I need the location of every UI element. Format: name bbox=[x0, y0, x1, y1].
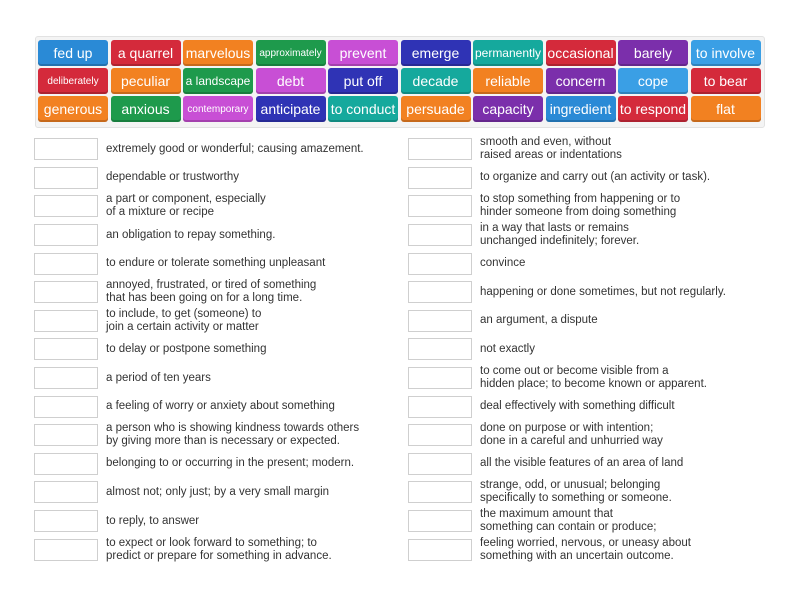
answer-drop-slot[interactable] bbox=[34, 424, 98, 446]
answer-drop-slot[interactable] bbox=[408, 396, 472, 418]
word-tile[interactable]: deliberately bbox=[38, 68, 108, 94]
word-tile[interactable]: anticipate bbox=[256, 96, 326, 122]
definition-text: to include, to get (someone) to join a certain activity or matter bbox=[106, 307, 262, 333]
definition-text: extremely good or wonderful; causing amazement. bbox=[106, 142, 364, 155]
answer-drop-slot[interactable] bbox=[408, 453, 472, 475]
definition-row bbox=[34, 192, 394, 221]
answer-drop-slot[interactable] bbox=[34, 539, 98, 561]
definition-row bbox=[408, 507, 768, 536]
definition-text: dependable or trustworthy bbox=[106, 171, 239, 184]
word-tile[interactable]: marvelous bbox=[183, 40, 253, 66]
definition-row bbox=[408, 478, 768, 507]
definitions-right-column bbox=[408, 135, 768, 564]
definition-text: a feeling of worry or anxiety about something bbox=[106, 400, 335, 413]
word-tile[interactable]: reliable bbox=[473, 68, 543, 94]
definition-row bbox=[34, 535, 394, 564]
word-tile[interactable]: approximately bbox=[256, 40, 326, 66]
word-bank-grid bbox=[38, 40, 761, 122]
definition-row bbox=[408, 421, 768, 450]
definition-text: smooth and even, without raised areas or indentations bbox=[480, 136, 622, 162]
definition-text: to stop something from happening or to hinder someone from doing something bbox=[480, 193, 681, 219]
word-tile[interactable]: to bear bbox=[691, 68, 761, 94]
word-tile[interactable]: to involve bbox=[691, 40, 761, 66]
definition-row bbox=[34, 507, 394, 536]
definition-row bbox=[408, 392, 768, 421]
definition-text: done on purpose or with intention; done in a careful and unhurried way bbox=[480, 422, 663, 448]
definition-row bbox=[408, 135, 768, 164]
word-tile[interactable]: capacity bbox=[473, 96, 543, 122]
definition-text: deal effectively with something difficult bbox=[480, 400, 675, 413]
definition-row bbox=[34, 392, 394, 421]
definition-text: a person who is showing kindness towards others by giving more than is necessary or expected. bbox=[106, 422, 360, 448]
definition-text: a part or component, especially of a mixture or recipe bbox=[106, 193, 266, 219]
definition-row bbox=[408, 307, 768, 336]
definition-text: to endure or tolerate something unpleasant bbox=[106, 257, 326, 270]
word-tile[interactable]: ingredient bbox=[546, 96, 616, 122]
definition-row bbox=[408, 450, 768, 479]
word-tile[interactable]: a quarrel bbox=[111, 40, 181, 66]
definition-row bbox=[34, 164, 394, 193]
definition-text: not exactly bbox=[480, 342, 535, 355]
word-tile[interactable]: generous bbox=[38, 96, 108, 122]
answer-drop-slot[interactable] bbox=[34, 510, 98, 532]
definition-row bbox=[34, 335, 394, 364]
definition-text: annoyed, frustrated, or tired of something that has been going on for a long time. bbox=[106, 279, 317, 305]
word-tile[interactable]: decade bbox=[401, 68, 471, 94]
word-tile[interactable]: persuade bbox=[401, 96, 471, 122]
definition-row bbox=[408, 192, 768, 221]
definition-row bbox=[34, 478, 394, 507]
answer-drop-slot[interactable] bbox=[408, 338, 472, 360]
definition-row bbox=[408, 335, 768, 364]
definition-row bbox=[34, 307, 394, 336]
definition-text: to expect or look forward to something; to predict or prepare for something in advance. bbox=[106, 536, 332, 562]
definition-text: happening or done sometimes, but not regularly. bbox=[480, 285, 726, 298]
definition-text: a period of ten years bbox=[106, 371, 211, 384]
definitions-left-column bbox=[34, 135, 394, 564]
definition-row bbox=[408, 221, 768, 250]
definition-row bbox=[408, 278, 768, 307]
answer-drop-slot[interactable] bbox=[408, 510, 472, 532]
answer-drop-slot[interactable] bbox=[34, 310, 98, 332]
definition-row bbox=[34, 278, 394, 307]
answer-drop-slot[interactable] bbox=[408, 539, 472, 561]
answer-drop-slot[interactable] bbox=[34, 367, 98, 389]
word-bank bbox=[35, 36, 765, 128]
word-tile[interactable]: permanently bbox=[473, 40, 543, 66]
word-tile[interactable]: fed up bbox=[38, 40, 108, 66]
definition-row bbox=[408, 364, 768, 393]
answer-drop-slot[interactable] bbox=[408, 138, 472, 160]
definition-row bbox=[34, 249, 394, 278]
word-tile[interactable]: to respond bbox=[618, 96, 688, 122]
definition-row bbox=[408, 249, 768, 278]
answer-drop-slot[interactable] bbox=[34, 253, 98, 275]
word-tile[interactable]: debt bbox=[256, 68, 326, 94]
answer-drop-slot[interactable] bbox=[34, 481, 98, 503]
definition-row bbox=[34, 221, 394, 250]
answer-drop-slot[interactable] bbox=[408, 253, 472, 275]
answer-drop-slot[interactable] bbox=[408, 310, 472, 332]
word-tile[interactable]: cope bbox=[618, 68, 688, 94]
definition-row bbox=[408, 164, 768, 193]
answer-drop-slot[interactable] bbox=[34, 195, 98, 217]
definition-text: belonging to or occurring in the present; modern. bbox=[106, 457, 355, 470]
definition-text: to reply, to answer bbox=[106, 514, 200, 527]
answer-drop-slot[interactable] bbox=[408, 424, 472, 446]
definition-row bbox=[408, 535, 768, 564]
definition-text: to delay or postpone something bbox=[106, 342, 267, 355]
definition-text: almost not; only just; by a very small margin bbox=[106, 485, 330, 498]
word-tile[interactable]: flat bbox=[691, 96, 761, 122]
definition-text: all the visible features of an area of land bbox=[480, 457, 684, 470]
answer-drop-slot[interactable] bbox=[408, 195, 472, 217]
answer-drop-slot[interactable] bbox=[408, 281, 472, 303]
word-tile[interactable]: barely bbox=[618, 40, 688, 66]
answer-drop-slot[interactable] bbox=[408, 224, 472, 246]
word-tile[interactable]: occasional bbox=[546, 40, 616, 66]
answer-drop-slot[interactable] bbox=[34, 281, 98, 303]
definition-row bbox=[34, 450, 394, 479]
definition-text: feeling worried, nervous, or uneasy about something with an uncertain outcome. bbox=[480, 536, 691, 562]
definition-text: the maximum amount that something can contain or produce; bbox=[480, 508, 657, 534]
answer-drop-slot[interactable] bbox=[34, 338, 98, 360]
definition-text: strange, odd, or unusual; belonging specifically to something or someone. bbox=[480, 479, 672, 505]
definition-row bbox=[34, 421, 394, 450]
word-tile[interactable]: concern bbox=[546, 68, 616, 94]
word-tile[interactable]: emerge bbox=[401, 40, 471, 66]
word-tile[interactable]: contemporary bbox=[183, 96, 253, 122]
definition-row bbox=[34, 364, 394, 393]
answer-drop-slot[interactable] bbox=[408, 481, 472, 503]
answer-drop-slot[interactable] bbox=[408, 367, 472, 389]
definition-text: to organize and carry out (an activity or task). bbox=[480, 171, 711, 184]
answer-drop-slot[interactable] bbox=[34, 138, 98, 160]
definition-row bbox=[34, 135, 394, 164]
word-tile[interactable]: prevent bbox=[328, 40, 398, 66]
definition-text: in a way that lasts or remains unchanged indefinitely; forever. bbox=[480, 222, 640, 248]
answer-drop-slot[interactable] bbox=[34, 224, 98, 246]
word-tile[interactable]: anxious bbox=[111, 96, 181, 122]
definition-text: an obligation to repay something. bbox=[106, 228, 276, 241]
word-tile[interactable]: a landscape bbox=[183, 68, 253, 94]
answer-drop-slot[interactable] bbox=[34, 167, 98, 189]
definition-text: an argument, a dispute bbox=[480, 314, 598, 327]
definition-text: convince bbox=[480, 257, 526, 270]
answer-drop-slot[interactable] bbox=[34, 396, 98, 418]
definition-text: to come out or become visible from a hidden place; to become known or apparent. bbox=[480, 365, 707, 391]
answer-drop-slot[interactable] bbox=[408, 167, 472, 189]
answer-drop-slot[interactable] bbox=[34, 453, 98, 475]
word-tile[interactable]: to conduct bbox=[328, 96, 398, 122]
word-tile[interactable]: peculiar bbox=[111, 68, 181, 94]
word-tile[interactable]: put off bbox=[328, 68, 398, 94]
